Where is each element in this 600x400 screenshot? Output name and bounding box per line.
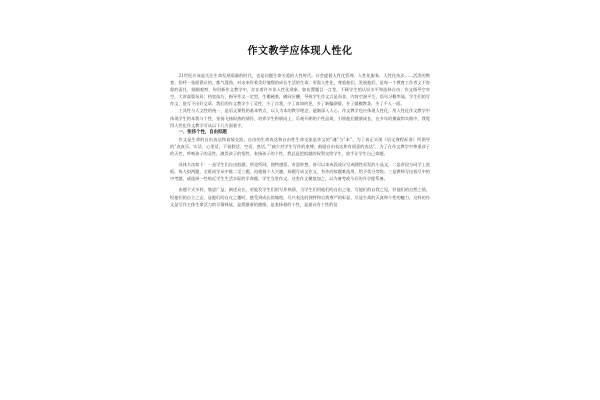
page-title: 作文教学应体现人性化	[247, 46, 353, 57]
article-body	[170, 72, 430, 208]
section-heading: 一、张扬个性，自由拟题	[178, 129, 227, 135]
paragraph: 21世纪应该是关注生命发展质量的时代，也是问题生命关爱的人性时代。社会提倡人性化管理、人性化服务，人性化执法……活泼的教育，招呼一张面倡议的，都气蓬勃。对未来怀着美好憧憬的成长生活的生命，更需人性化，尊重他们，发展他们，是每一个教育工作者义不容辞的责任，细细观察，你用新作文教学中，存在着许多非人性化现象，如布置题目一言堂，不顾学生的认识水平和选择自由；作文指导空对空，大讲谋篇布局，热衷技巧，指导作文一定型，生搬硬套，随同应酬，导致学生作文言是而非，内容空洞平乏，语句习概率诵，学生们的写作文，批写不出好文章，我们的作文教学少了灵性，少了自我，少了真知灼见，多了新编剧情，多了做模教条，多了千人一面。	[170, 73, 430, 107]
paragraph: 具体方法如下：一是学生们自由拟题，所见所闻，独特感悟，奇思妙想，皆可以来成段成议写成随性而发的小品文，二是讲段分同学上黑板，每人拟两题，全班同学从中挑二至三题，再根据个人兴趣，择题写成文作文，有作的拟题难选用，给予奖分等级；三是教师写出拟写中的中考题，或选择一些贴近学生生活实际的半命题，学生当堂作文。这类作文模拟加之，以为备考或今后的升学提系备。	[170, 162, 430, 182]
paragraph: 工具性与人文性的统一，是语文课程的基本特点，以人为本的教学理念，逐渐深入人心。作文教学也应体现人性化，用人性化作文教学中体现学生的本我与个性，张扬飞扬炽热的情怀，培养学生积极向上、乐观开朗的个性品质，引领他们健康成长，在多年的摸索和实践中，我觉得人性化作文教学可从以下几方面着手。	[170, 108, 430, 128]
paragraph: 作文是生命的自由表达和真情交流，自由的生命表达和自由性生命交流是作文的“魂”与“本”。为了真正实现《语文课程标准》所倡导的“表真乐、实话、心里话，不说假话、空话、套话，”“减少对学生写作的束缚，鼓励自由表达和有创意的表达”，为了在作文教学中尊重孩子的天性，呼唤孩子的灵性，激发孩子的悟性，张扬孩子的个性，我总是把拟题的权利交给学生，放手让学生自己命题。	[170, 136, 430, 157]
paragraph: 由题不式多样，集思广益，阐述众长，更能发学生们的写作热情，当学生们用他们的自由之笔，写他们的自我之见，抒他们的自然之情，绘他们的自立之志，显她们的自在之趣时，感受到成长的愉悦，尽兴表达的独特和自我尊严的彰显，尽显生命的天真和个性的魅力，这样的作文是写作主体生命活力的尽情释放，是愤激着的激情，是张扬着的个性，是最具有个性的信	[170, 187, 430, 207]
